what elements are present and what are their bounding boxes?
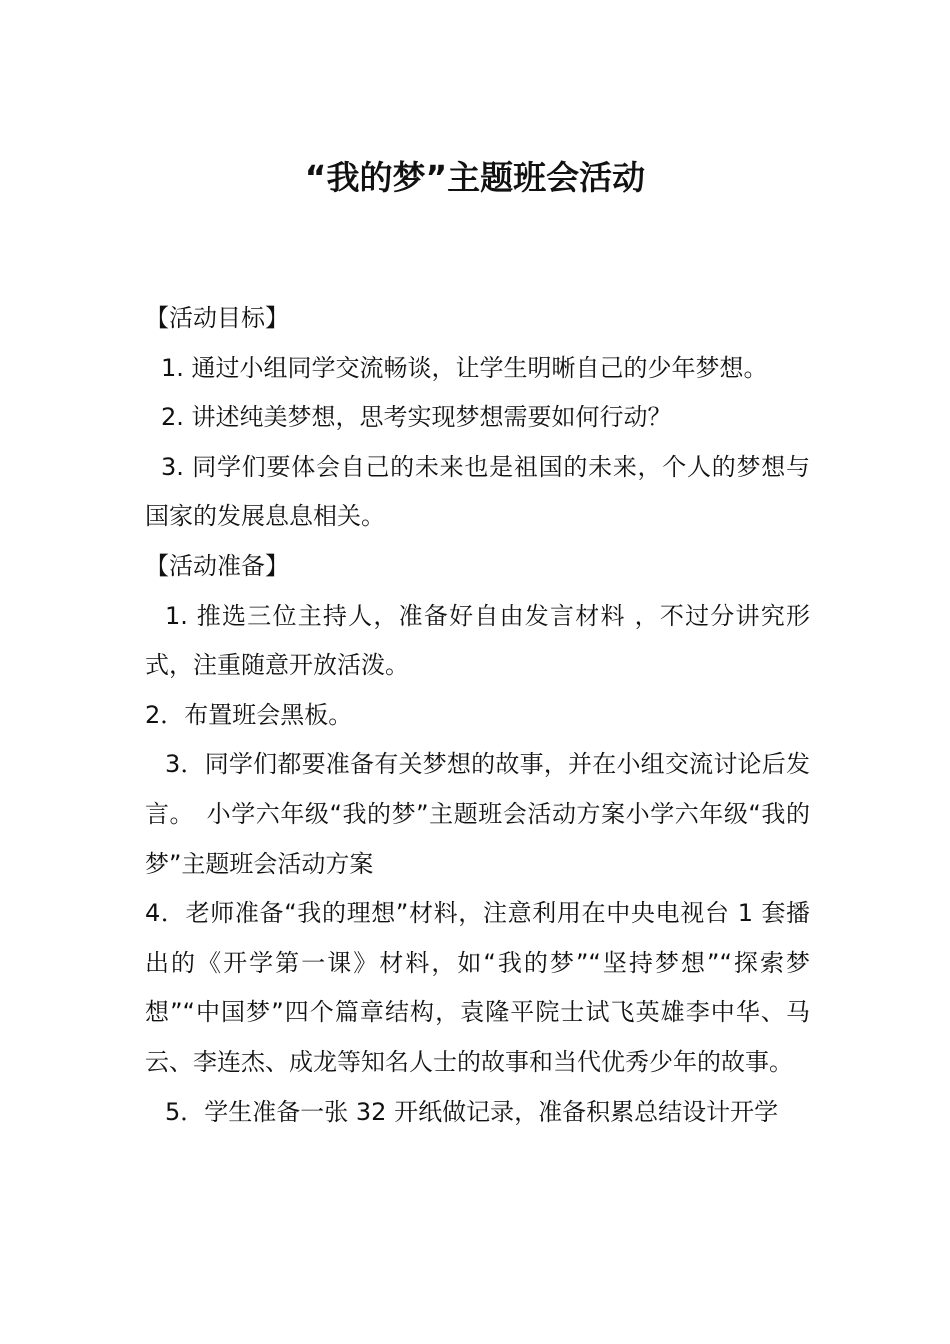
document-title: “我的梦”主题班会活动 bbox=[304, 158, 646, 197]
goal-item-3: 3. 同学们要体会自己的未来也是祖国的未来，个人的梦想与国家的发展息息相关。 bbox=[145, 452, 810, 531]
prep-item-4: 4．老师准备“我的理想”材料，注意利用在中央电视台 1 套播出的《开学第一课》材料，如“我的梦”“坚持梦想”“探索梦想”“中国梦”四个篇章结构，袁隆平院士试飞英雄李中华、马云、李连杰、成龙等知名人士的故事和当代优秀少年的故事。 bbox=[145, 899, 810, 1076]
prep-item-5: 5．学生准备一张 32 开纸做记录，准备积累总结设计开学 bbox=[165, 1097, 779, 1126]
section-heading-goals: 【活动目标】 bbox=[145, 304, 289, 332]
section-heading-preparation: 【活动准备】 bbox=[145, 551, 289, 580]
prep-item-2: 2．布置班会黑板。 bbox=[145, 700, 353, 729]
document-body bbox=[145, 294, 810, 1137]
goal-item-2: 2. 讲述纯美梦想，思考实现梦想需要如何行动？ bbox=[161, 403, 672, 432]
prep-item-3: 3．同学们都要准备有关梦想的故事，并在小组交流讨论后发言。 小学六年级“我的梦”主题班会活动方案小学六年级“我的梦”主题班会活动方案 bbox=[145, 750, 810, 878]
goal-item-1: 1. 通过小组同学交流畅谈，让学生明晰自己的少年梦想。 bbox=[161, 353, 768, 382]
prep-item-1: 1. 推选三位主持人，准备好自由发言材料 ，不过分讲究形式，注重随意开放活泼。 bbox=[145, 601, 810, 680]
